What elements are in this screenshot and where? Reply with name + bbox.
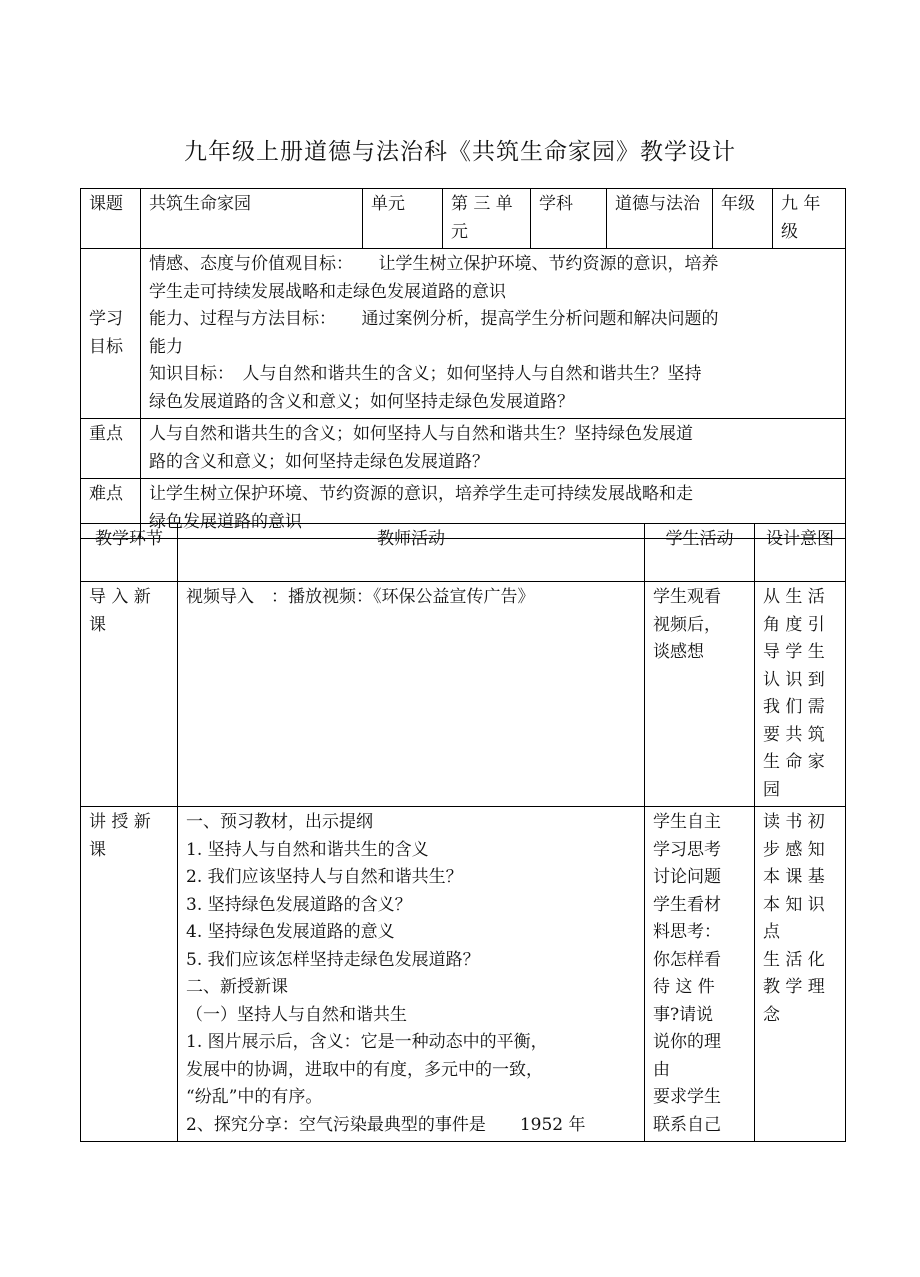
teacher-line: 一、预习教材，出示提纲	[186, 812, 373, 832]
teacher-line: 视频导入 ：播放视频：《环保公益宣传广告》	[186, 587, 535, 607]
student-line: 事?请说	[653, 1004, 714, 1025]
intro-student-activity	[645, 582, 755, 807]
teacher-line: （一）坚持人与自然和谐共生	[186, 1004, 407, 1025]
key-points-label: 重点	[81, 419, 141, 479]
intro-teacher-activity	[178, 582, 645, 807]
learning-goals-label: 学习目标	[81, 249, 141, 419]
learning-goals-row	[81, 249, 846, 419]
teacher-activity-header: 教师活动	[178, 524, 645, 582]
student-line: 由	[653, 1059, 670, 1080]
intent-line: 读 书 初	[763, 812, 825, 832]
key-points-row	[81, 419, 846, 479]
student-line: 学习思考	[653, 839, 721, 860]
student-line: 料思考：	[653, 922, 721, 942]
unit-label: 单元	[363, 189, 443, 249]
teacher-line: “纷乱”中的有序。	[186, 1087, 323, 1107]
subject-label: 学科	[531, 189, 607, 249]
intent-line: 生 活 化	[763, 949, 825, 970]
intent-line: 生 命 家	[763, 752, 825, 772]
teaching-process-table	[80, 523, 846, 1142]
lecture-stage: 讲 授 新 课	[81, 807, 178, 1142]
unit-value: 第 三 单 元	[443, 189, 531, 249]
intent-line: 从 生 活	[763, 587, 825, 607]
teacher-line: 5. 我们应该怎样坚持走绿色发展道路？	[186, 949, 480, 970]
teacher-line: 2、探究分享：空气污染最典型的事件是 1952 年	[186, 1114, 586, 1135]
student-line: 学生看材	[653, 894, 721, 915]
intent-line: 认 识 到	[763, 669, 825, 690]
process-header-row	[81, 524, 846, 582]
student-line: 联系自己	[653, 1114, 721, 1135]
learning-goals-content	[141, 249, 846, 419]
stage-header: 教学环节	[81, 524, 178, 582]
intro-stage: 导 入 新 课	[81, 582, 178, 807]
intent-line: 角 度 引	[763, 614, 825, 635]
intent-line: 导 学 生	[763, 642, 825, 662]
topic-label: 课题	[81, 189, 141, 249]
lecture-design-intent	[755, 807, 846, 1142]
difficulty-line: 让学生树立保护环境、节约资源的意识，培养学生走可持续发展战略和走	[149, 484, 693, 504]
intent-line: 园	[763, 779, 780, 800]
student-line: 学生观看	[653, 587, 721, 607]
lecture-teacher-activity	[178, 807, 645, 1142]
difficulties-label: 难点	[81, 479, 141, 539]
teacher-line: 1. 图片展示后，含义：它是一种动态中的平衡，	[186, 1032, 548, 1052]
document-title: 九年级上册道德与法治科《共筑生命家园》教学设计	[184, 139, 736, 165]
topic-value: 共筑生命家园	[141, 189, 363, 249]
student-activity-header: 学生活动	[645, 524, 755, 582]
student-line: 你怎样看	[653, 949, 721, 970]
intro-row	[81, 582, 846, 807]
student-line: 要求学生	[653, 1087, 721, 1107]
teacher-line: 3. 坚持绿色发展道路的含义？	[186, 894, 412, 915]
lesson-info-table	[80, 188, 846, 539]
intent-line: 念	[763, 1004, 780, 1025]
goal-line: 知识目标： 人与自然和谐共生的含义；如何坚持人与自然和谐共生？坚持	[149, 364, 702, 384]
goal-line: 情感、态度与价值观目标： 让学生树立保护环境、节约资源的意识，培养	[149, 254, 719, 274]
teacher-line: 发展中的协调，进取中的有度，多元中的一致，	[186, 1059, 543, 1080]
goal-line: 能力、过程与方法目标： 通过案例分析，提高学生分析问题和解决问题的	[149, 309, 719, 329]
difficulty-line: 绿色发展道路的意识	[149, 511, 302, 532]
grade-value: 九 年 级	[773, 189, 846, 249]
goal-line: 学生走可持续发展战略和走绿色发展道路的意识	[149, 281, 506, 302]
intro-design-intent	[755, 582, 846, 807]
student-line: 讨论问题	[653, 867, 721, 887]
student-line: 谈感想	[653, 642, 704, 662]
intent-line: 本 课 基	[763, 867, 825, 887]
goal-line: 绿色发展道路的含义和意义；如何坚持走绿色发展道路？	[149, 391, 574, 412]
grade-label: 年级	[713, 189, 773, 249]
student-line: 说你的理	[653, 1032, 721, 1052]
goal-line: 能力	[149, 336, 183, 357]
lecture-row	[81, 807, 846, 1142]
design-intent-header: 设计意图	[755, 524, 846, 582]
student-line: 学生自主	[653, 812, 721, 832]
teacher-line: 4. 坚持绿色发展道路的意义	[186, 922, 395, 942]
teacher-line: 二、新授新课	[186, 977, 288, 997]
intent-line: 点	[763, 922, 780, 942]
teacher-line: 2. 我们应该坚持人与自然和谐共生？	[186, 867, 463, 887]
intent-line: 教 学 理	[763, 977, 825, 997]
subject-value: 道德与法治	[607, 189, 713, 249]
student-line: 待 这 件	[653, 977, 715, 997]
intent-line: 我 们 需	[763, 697, 825, 717]
key-point-line: 路的含义和意义；如何坚持走绿色发展道路？	[149, 451, 489, 472]
intent-line: 步 感 知	[763, 839, 825, 860]
intent-line: 本 知 识	[763, 894, 825, 915]
lesson-info-row	[81, 189, 846, 249]
student-line: 视频后，	[653, 614, 721, 635]
key-points-content	[141, 419, 846, 479]
teacher-line: 1. 坚持人与自然和谐共生的含义	[186, 839, 429, 860]
key-point-line: 人与自然和谐共生的含义；如何坚持人与自然和谐共生？坚持绿色发展道	[149, 424, 693, 444]
lecture-student-activity	[645, 807, 755, 1142]
intent-line: 要 共 筑	[763, 724, 825, 745]
